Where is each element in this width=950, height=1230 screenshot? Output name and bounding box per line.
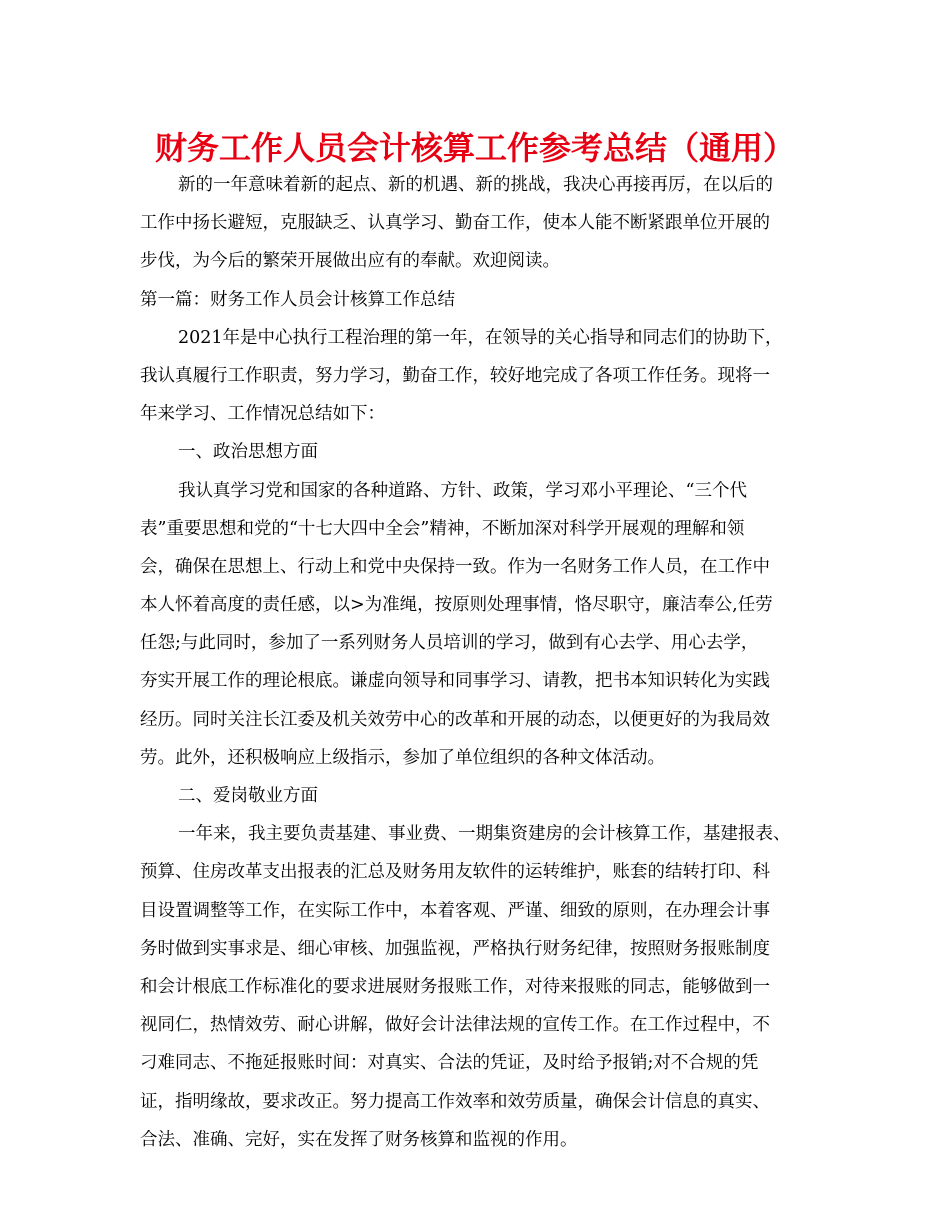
paragraph-line: 预算、住房改革支出报表的汇总及财务用友软件的运转维护，账套的结转打印、科	[140, 862, 770, 883]
paragraph-line: 夯实开展工作的理论根底。谦虚向领导和同事学习、请教，把书本知识转化为实践	[140, 671, 770, 692]
paragraph-line: 和会计根底工作标准化的要求进展财务报账工作，对待来报账的同志，能够做到一	[140, 976, 770, 997]
paragraph-line: 我认真学习党和国家的各种道路、方针、政策，学习邓小平理论、“三个代	[178, 480, 747, 501]
paragraph-line: 劳。此外，还积极响应上级指示，参加了单位组织的各种文体活动。	[140, 747, 665, 768]
paragraph-line: 经历。同时关注长江委及机关效劳中心的改革和开展的动态，以便更好的为我局效	[140, 709, 770, 730]
paragraph-line: 目设置调整等工作，在实际工作中，本着客观、严谨、细致的原则，在办理会计事	[140, 900, 770, 921]
paragraph-line: 工作中扬长避短，克服缺乏、认真学习、勤奋工作，使本人能不断紧跟单位开展的	[140, 213, 770, 234]
paragraph-line: 一年来，我主要负责基建、事业费、一期集资建房的会计核算工作，基建报表、	[178, 824, 791, 845]
subsection-heading: 一、政治思想方面	[178, 442, 318, 463]
paragraph-line: 本人怀着高度的责任感，以>为准绳，按原则处理事情，恪尽职守，廉洁奉公,任劳	[140, 595, 773, 616]
paragraph-line: 视同仁，热情效劳、耐心讲解，做好会计法律法规的宣传工作。在工作过程中，不	[140, 1015, 770, 1036]
paragraph-line: 年来学习、工作情况总结如下：	[140, 404, 385, 425]
paragraph-line: 2021年是中心执行工程治理的第一年，在领导的关心指导和同志们的协助下，	[178, 327, 783, 348]
paragraph-line: 我认真履行工作职责，努力学习，勤奋工作，较好地完成了各项工作任务。现将一	[140, 365, 770, 386]
paragraph-line: 合法、准确、完好，实在发挥了财务核算和监视的作用。	[140, 1129, 578, 1150]
paragraph-line: 任怨;与此同时，参加了一系列财务人员培训的学习，做到有心去学、用心去学，	[140, 633, 759, 654]
paragraph-line: 会，确保在思想上、行动上和党中央保持一致。作为一名财务工作人员，在工作中	[140, 556, 770, 577]
section-heading: 第一篇：财务工作人员会计核算工作总结	[140, 289, 455, 310]
paragraph-line: 新的一年意味着新的起点、新的机遇、新的挑战，我决心再接再厉，在以后的	[178, 175, 773, 195]
subsection-heading: 二、爱岗敬业方面	[178, 786, 318, 806]
paragraph-line: 步伐，为今后的繁荣开展做出应有的奉献。欢迎阅读。	[140, 251, 560, 272]
paragraph-line: 务时做到实事求是、细心审核、加强监视，严格执行财务纪律，按照财务报账制度	[140, 938, 770, 959]
document-body	[140, 166, 820, 1159]
paragraph-line: 证，指明缘故，要求改正。努力提高工作效率和效劳质量，确保会计信息的真实、	[140, 1091, 770, 1112]
paragraph-line: 刁难同志、不拖延报账时间：对真实、合法的凭证，及时给予报销;对不合规的凭	[140, 1053, 759, 1074]
paragraph-line: 表”重要思想和党的“十七大四中全会”精神，不断加深对科学开展观的理解和领	[140, 518, 745, 539]
document-title: 财务工作人员会计核算工作参考总结（通用）	[154, 129, 795, 167]
